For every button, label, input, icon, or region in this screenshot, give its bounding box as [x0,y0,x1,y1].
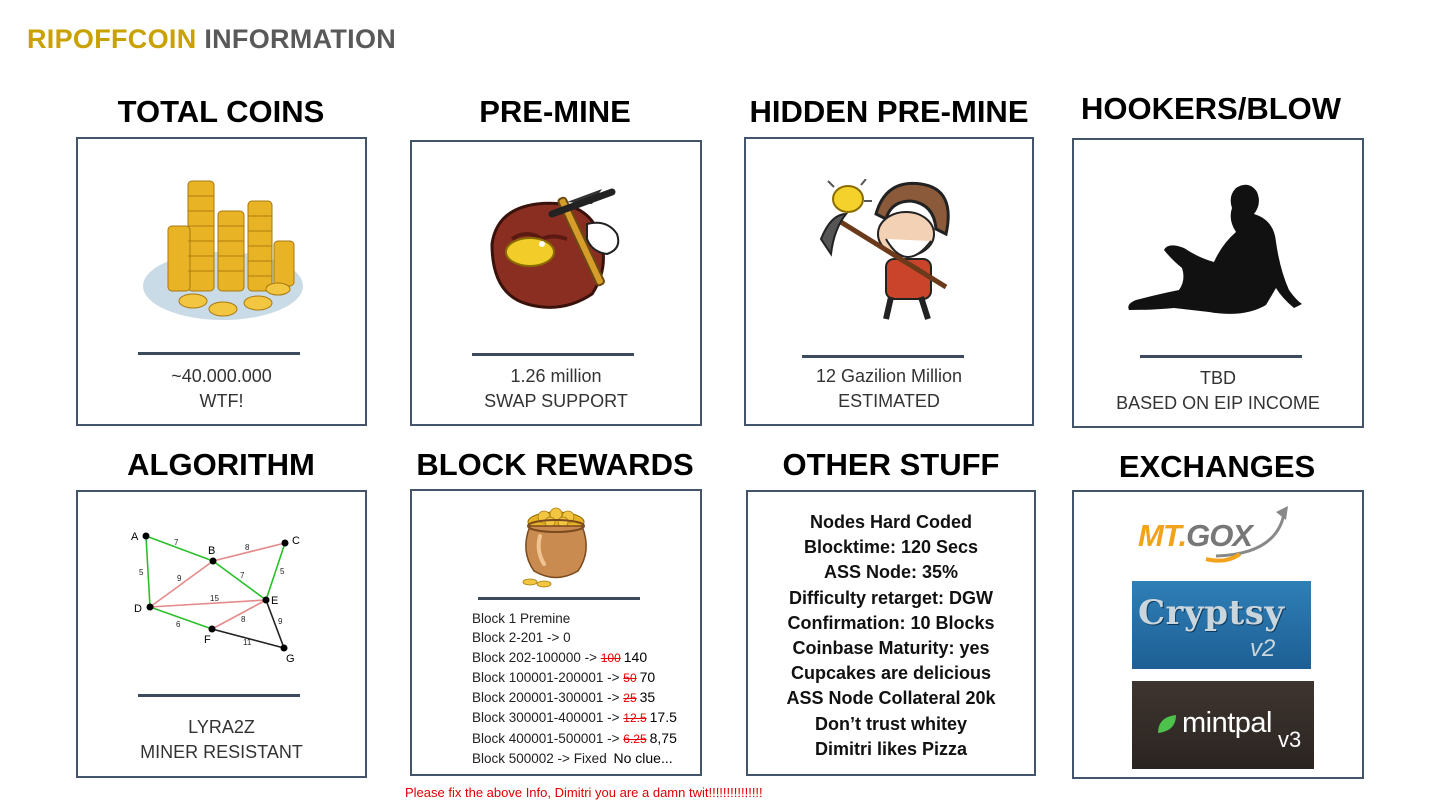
old-reward: 50 [623,670,637,685]
edge-weight: 8 [245,543,250,552]
old-reward: 12.5 [623,711,647,726]
mtgox-logo [1136,504,1296,566]
new-reward: 35 [639,689,656,706]
heading-block-rewards: BLOCK REWARDS [416,447,694,482]
hookers-blow-note: BASED ON EIP INCOME [1116,393,1320,413]
title-rest: INFORMATION [204,24,397,54]
algorithm-value: LYRA2Z [188,717,255,737]
edge-weight: 9 [278,617,283,626]
card-hookers-blow [1072,138,1364,428]
stuff-line: Blocktime: 120 Secs [803,537,979,558]
new-reward: 8,75 [649,729,677,746]
node-label: E [271,595,279,607]
hidden-pre-mine-value: 12 Gazilion Million [815,366,963,386]
heading-hookers-blow: HOOKERS/BLOW [1080,91,1342,126]
new-reward: No clue... [613,750,673,767]
card-algorithm [76,490,367,778]
algorithm-note: MINER RESISTANT [140,742,303,762]
block-rewards-list [472,609,677,768]
card-other-stuff [746,490,1036,776]
heading-hidden-pre-mine: HIDDEN PRE-MINE [749,94,1029,129]
card-total-coins [76,137,367,426]
edge-weight: 5 [280,567,285,576]
mtgox-gox: GOX [1186,518,1252,553]
mintpal-name: mintpal [1182,707,1272,739]
footer-note: Please fix the above Info, Dimitri you are a damn twit!!!!!!!!!!!!!!! [405,785,763,800]
page-title [27,24,396,55]
edge-weight: 6 [176,620,181,629]
divider [802,355,964,358]
stuff-line: Cupcakes are delicious [790,663,992,684]
hookers-blow-value: TBD [1200,368,1236,388]
edge-weight: 5 [139,568,144,577]
node-label: F [204,634,211,646]
heading-other-stuff: OTHER STUFF [782,447,1000,482]
stuff-line: Coinbase Maturity: yes [792,638,990,659]
cryptsy-version: v2 [1250,635,1276,662]
reward-row: Block 300001-400001 -> 12.5 17.5 [472,709,677,726]
other-stuff-list [748,510,1034,762]
node-label: D [134,603,142,615]
stuff-line: Don’t trust whitey [815,713,967,734]
card-pre-mine [410,140,702,426]
brand-name: RIPOFFCOIN [27,24,197,54]
heading-pre-mine: PRE-MINE [479,94,631,129]
reward-row: Block 100001-200001 -> 50 70 [472,668,656,685]
card-block-rewards [410,489,702,776]
stuff-line: Confirmation: 10 Blocks [787,612,995,633]
new-reward: 140 [623,648,648,665]
mtgox-mt: MT. [1138,518,1187,553]
edge-weight: 7 [240,571,245,580]
heading-total-coins: TOTAL COINS [117,94,325,129]
old-reward: 6.25 [623,731,647,746]
mint-leaf-icon [1156,713,1178,735]
old-reward: 100 [600,650,621,665]
edge-weight: 11 [243,638,252,647]
divider [472,353,634,356]
new-reward: 17.5 [649,709,677,726]
new-reward: 70 [639,668,656,685]
gold-pot-icon [516,506,596,588]
node-label: B [208,545,216,557]
stuff-line: Difficulty retarget: DGW [788,587,993,608]
stuff-line: ASS Node: 35% [823,562,959,583]
total-coins-note: WTF! [199,391,244,411]
edge-weight: 15 [210,594,219,603]
reward-row: Block 500002 -> Fixed No clue... [472,750,673,767]
gold-pickaxe-icon [482,184,632,314]
hidden-pre-mine-note: ESTIMATED [838,391,940,411]
divider [138,694,300,697]
total-coins-value: ~40.000.000 [171,366,272,386]
reward-row: Block 202-100000 -> 100 140 [472,648,648,665]
coin-stacks-icon [138,171,308,331]
reward-row: Block 200001-300001 -> 25 35 [472,689,656,706]
pre-mine-note: SWAP SUPPORT [484,391,628,411]
reward-row: Block 2-201 -> 0 [472,630,571,646]
edge-weight: 7 [174,538,179,547]
prospector-icon [816,179,966,324]
graph-diagram-icon [130,528,310,668]
divider [1140,355,1302,358]
divider [138,352,300,355]
stuff-line: Nodes Hard Coded [809,512,973,532]
node-label: A [131,531,139,543]
node-label: C [292,535,300,547]
edge-weight: 8 [241,615,246,624]
cryptsy-logo [1132,581,1311,669]
mintpal-version: v3 [1278,727,1302,752]
node-label: G [286,653,295,665]
heading-exchanges: EXCHANGES [1118,449,1316,484]
reward-row: Block 400001-500001 -> 6.25 8,75 [472,729,677,746]
divider [478,597,640,600]
stuff-line: Dimitri likes Pizza [814,738,968,759]
cryptsy-name: Cryptsy [1138,593,1285,633]
silhouette-icon [1124,180,1304,320]
mintpal-logo [1132,681,1314,769]
old-reward: 25 [623,691,637,706]
pre-mine-value: 1.26 million [510,366,602,386]
reward-row: Block 1 Premine [472,611,571,626]
card-exchanges [1072,490,1364,779]
heading-algorithm: ALGORITHM [127,447,315,482]
stuff-line: ASS Node Collateral 20k [786,688,996,709]
edge-weight: 9 [177,574,182,583]
card-hidden-pre-mine [744,137,1034,426]
